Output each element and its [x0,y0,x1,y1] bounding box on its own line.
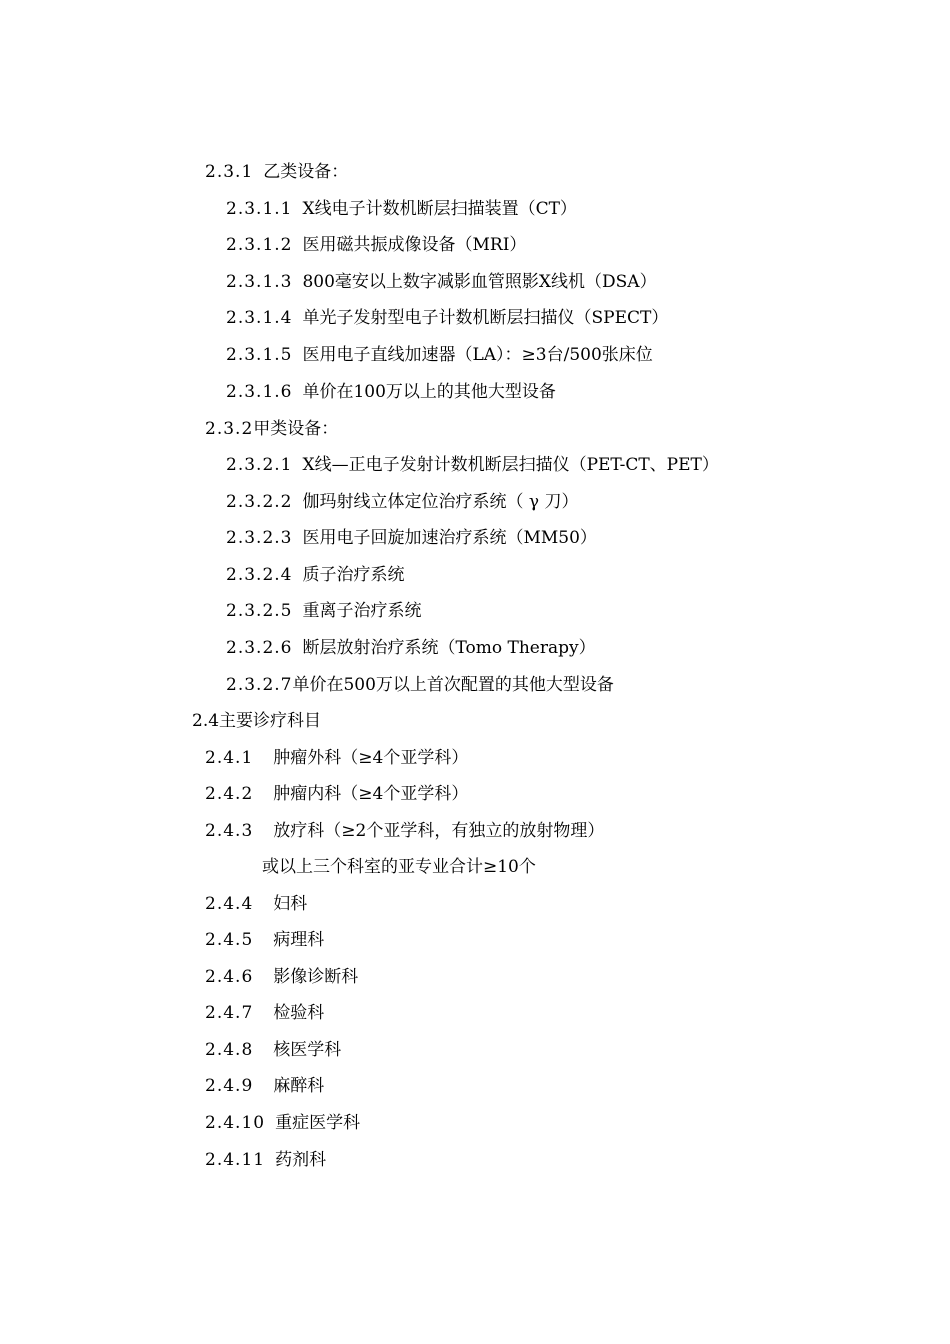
item-text: X线—正电子发射计数机断层扫描仪（PET-CT、PET） [302,455,719,475]
item-2-4-4 [205,894,307,914]
item-2-3-2-6 [226,638,596,658]
item-2-3-1-4 [226,308,668,328]
item-number: 2.4 [192,711,220,731]
item-2-4-11 [205,1150,326,1170]
item-2-3-1-2 [226,235,526,255]
section-2-4 [192,711,321,731]
item-text: 肿瘤外科（≥4个亚学科） [273,748,469,768]
item-text: 病理科 [273,930,325,950]
item-2-3-2-5 [226,601,421,621]
item-number: 2.3.1.2 [226,235,293,255]
item-number: 2.3.2.5 [226,601,293,621]
item-text: 单价在500万以上首次配置的其他大型设备 [292,675,614,695]
item-2-3-1-3 [226,272,657,292]
item-text: 医用电子直线加速器（LA）：≥3台/500张床位 [302,345,653,365]
item-text: 伽玛射线立体定位治疗系统（ γ 刀） [302,492,579,512]
item-2-4-9 [205,1076,324,1096]
item-number: 2.4.10 [205,1113,266,1133]
item-text: 单价在100万以上的其他大型设备 [302,382,556,402]
item-text: 乙类设备： [263,162,349,182]
item-number: 2.3.1.1 [226,199,293,219]
item-2-3-1-1 [226,199,577,219]
item-text: 药剂科 [275,1150,327,1170]
item-text: 重离子治疗系统 [302,601,422,621]
item-text: 主要诊疗科目 [219,711,322,731]
item-2-3-1-5 [226,345,653,365]
item-2-4-3 [205,821,604,841]
item-number: 2.3.1.5 [226,345,293,365]
item-text: 甲类设备： [253,419,339,439]
item-number: 2.3.1 [205,162,254,182]
item-text: 核医学科 [273,1040,342,1060]
item-number: 2.3.1.4 [226,308,293,328]
item-text: 检验科 [273,1003,325,1023]
item-number: 2.4.7 [205,1003,254,1023]
item-text: 妇科 [273,894,308,914]
item-2-4-5 [205,930,324,950]
item-text: X线电子计数机断层扫描装置（CT） [302,199,577,219]
item-number: 2.4.3 [205,821,254,841]
item-text: 医用电子回旋加速治疗系统（MM50） [302,528,597,548]
item-number: 2.3.1.6 [226,382,293,402]
item-number: 2.4.8 [205,1040,254,1060]
item-2-4-8 [205,1040,341,1060]
item-number: 2.4.6 [205,967,254,987]
item-2-4-1 [205,748,468,768]
item-2-3-1-6 [226,382,556,402]
item-number: 2.4.1 [205,748,254,768]
item-number: 2.3.2.2 [226,492,293,512]
item-2-3-2-1 [226,455,719,475]
item-number: 2.3.2.7 [226,675,293,695]
item-text: 麻醉科 [273,1076,325,1096]
item-text: 肿瘤内科（≥4个亚学科） [273,784,469,804]
item-text: 质子治疗系统 [302,565,405,585]
item-text: 重症医学科 [275,1113,361,1133]
item-text: 单光子发射型电子计数机断层扫描仪（SPECT） [302,308,669,328]
item-number: 2.3.2.3 [226,528,293,548]
item-2-4-7 [205,1003,324,1023]
item-text: 影像诊断科 [273,967,359,987]
item-number: 2.4.11 [205,1150,266,1170]
item-2-3-2-7 [226,675,614,695]
item-2-3-2-4 [226,565,404,585]
item-number: 2.4.2 [205,784,254,804]
item-text: 断层放射治疗系统（Tomo Therapy） [302,638,596,658]
item-number: 2.4.4 [205,894,254,914]
item-text: 或以上三个科室的亚专业合计≥10个 [262,857,536,877]
item-number: 2.3.1.3 [226,272,293,292]
item-2-4-6 [205,967,358,987]
item-number: 2.3.2.4 [226,565,293,585]
item-text: 放疗科（≥2个亚学科，有独立的放射物理） [273,821,605,841]
item-2-4-10 [205,1113,360,1133]
item-number: 2.4.9 [205,1076,254,1096]
item-number: 2.3.2 [205,419,254,439]
item-2-4-2 [205,784,468,804]
item-2-3-2-2 [226,492,578,512]
item-number: 2.4.5 [205,930,254,950]
item-2-3-2-3 [226,528,597,548]
section-2-3-2 [205,419,338,439]
section-2-3-1 [205,162,348,182]
item-number: 2.3.2.1 [226,455,293,475]
item-text: 医用磁共振成像设备（MRI） [302,235,527,255]
item-2-4-3-continuation [262,857,536,877]
item-text: 800毫安以上数字减影血管照影X线机（DSA） [302,272,657,292]
item-number: 2.3.2.6 [226,638,293,658]
